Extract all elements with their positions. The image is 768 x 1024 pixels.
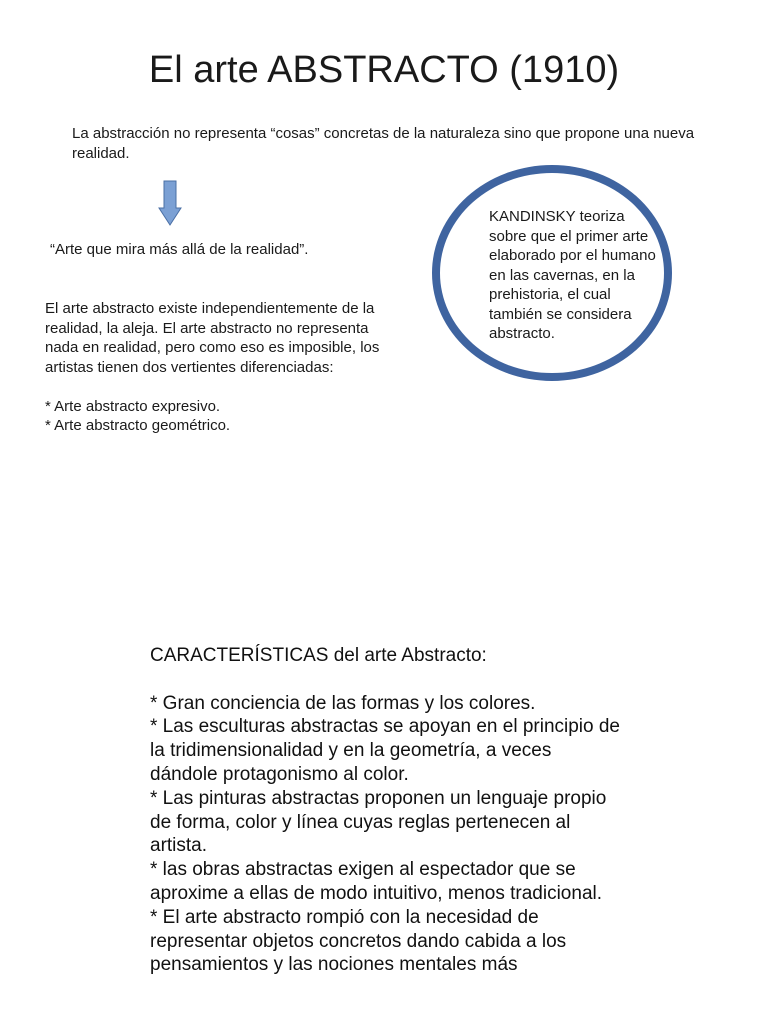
page-title: El arte ABSTRACTO (1910) [148, 49, 620, 91]
features-list [150, 692, 620, 978]
body-block [45, 299, 395, 436]
down-arrow-icon [158, 180, 182, 226]
circle-note: KANDINSKY teoriza sobre que el primer arte elaborado por el humano en las cavernas, en la prehistoria, el cual también se considera abstracto. [489, 208, 656, 342]
list-item: * Gran conciencia de las formas y los colores. [150, 692, 536, 714]
body-paragraph: El arte abstracto existe independientemente de la realidad, la aleja. El arte abstracto no representa nada en realidad, pero como eso es imposible, los artistas tienen dos vertientes diferenciadas: [45, 300, 380, 376]
list-item: * Las pinturas abstractas proponen un lenguaje propio de forma, color y línea cuyas reglas pertenecen al artista. [150, 787, 607, 857]
list-item: * Arte abstracto expresivo. [45, 397, 221, 415]
quote-text: “Arte que mira más allá de la realidad”. [50, 241, 309, 258]
list-item: * El arte abstracto rompió con la necesidad de representar objetos concretos dando cabida a los pensamientos y las nociones mentales más [150, 906, 567, 976]
list-item: * Las esculturas abstractas se apoyan en el principio de la tridimensionalidad y en la geometría, a veces dándole protagonismo al color. [150, 716, 620, 785]
features-heading: CARACTERÍSTICAS del arte Abstracto: [150, 645, 487, 666]
list-item: * Arte abstracto geométrico. [45, 417, 231, 434]
intro-text: La abstracción no representa “cosas” concretas de la naturaleza sino que propone una nueva realidad. [72, 125, 695, 162]
list-item: * las obras abstractas exigen al espectador que se aproxime a ellas de modo intuitivo, menos tradicional. [150, 859, 603, 904]
features-section [150, 644, 620, 977]
vertientes-list [45, 397, 395, 436]
